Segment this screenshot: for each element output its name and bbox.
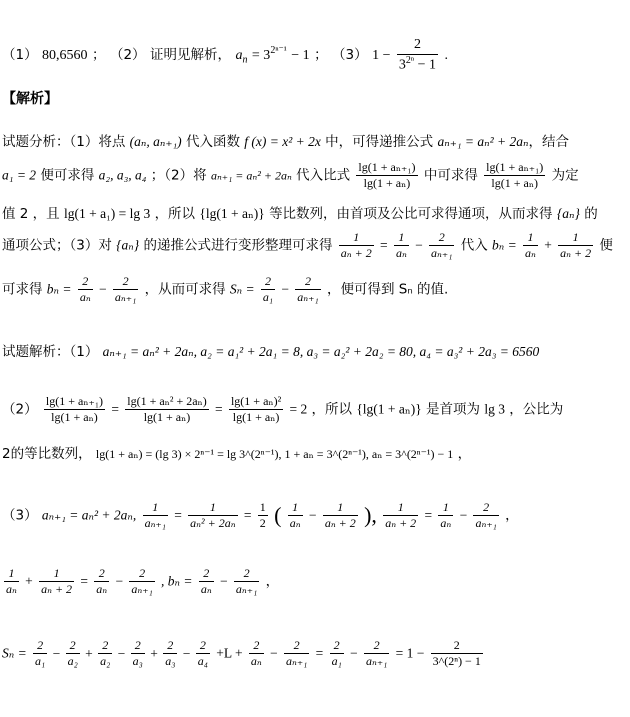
solution-fraction xyxy=(288,500,303,531)
fraction-denominator: a₂ xyxy=(100,654,111,668)
analysis-text: 便 xyxy=(599,237,613,254)
fraction-denominator: aₙ xyxy=(289,516,301,530)
analysis-fraction xyxy=(429,230,454,261)
solution-line-1 xyxy=(2,340,628,360)
analysis-label: 试题分析： xyxy=(2,134,70,150)
operator: − xyxy=(281,281,289,297)
solution-formula: Sₙ = xyxy=(2,645,27,661)
analysis-fraction xyxy=(394,230,409,261)
operator: = xyxy=(243,507,252,523)
analysis-line-3 xyxy=(2,202,628,222)
analysis-text: 通项公式；（3）对 xyxy=(2,237,112,254)
sum-term-fraction xyxy=(131,638,145,669)
fraction-denominator: aₙ + 2 xyxy=(340,246,372,260)
fraction-numerator: 2 xyxy=(364,638,389,654)
analysis-text: （1）将点 xyxy=(69,134,126,150)
fraction-numerator: 2 xyxy=(78,274,93,290)
paren: ( xyxy=(274,502,282,528)
fraction-denominator: 3^(2ⁿ) − 1 xyxy=(432,654,481,668)
fraction-numerator: 2 xyxy=(473,500,498,516)
paren: ), xyxy=(364,502,377,528)
fraction-denominator: aₙ + 2 xyxy=(560,246,592,260)
answer-part2-formula-exp: 2ⁿ⁻¹ xyxy=(270,45,287,57)
solution-line-2 xyxy=(2,394,628,425)
ellipsis: +L + xyxy=(216,645,243,661)
solution-text: ， xyxy=(265,573,280,590)
fraction-denominator: aₙ₊₁ xyxy=(297,290,319,304)
analysis-fraction xyxy=(261,274,275,305)
fraction-numerator: 1 xyxy=(394,230,409,246)
fraction-denominator: aₙ xyxy=(6,582,17,596)
fraction-numerator: 1 xyxy=(438,500,453,516)
operator: − xyxy=(49,645,64,661)
fraction-numerator: 2 xyxy=(295,274,320,290)
fraction-denominator: aₙ₊₁ xyxy=(475,516,497,530)
operator: + xyxy=(544,237,552,253)
operator: − xyxy=(219,573,228,589)
fraction-denominator: aₙ₊₁ xyxy=(114,290,137,304)
fraction-numerator: lg(1 + aₙ₊₁) xyxy=(486,160,544,174)
solution-fraction xyxy=(431,638,483,669)
fraction-numerator: 2 xyxy=(234,566,259,582)
sum-term-fraction xyxy=(98,638,112,669)
analysis-text: 等比数列，由首项及公比可求得通项，从而求得 xyxy=(269,206,553,222)
analysis-formula: {lg(1 + aₙ)} xyxy=(199,206,265,221)
analysis-text: ；（2）将 xyxy=(150,167,207,184)
fraction-numerator: 2 xyxy=(113,274,138,290)
answer-part2-text: 证明见解析， xyxy=(150,46,231,63)
operator: = xyxy=(80,573,88,589)
separator: ； xyxy=(314,46,328,63)
fraction-denominator: aₙ xyxy=(250,654,262,668)
fraction-denominator: lg(1 + aₙ) xyxy=(363,176,411,190)
fraction-denominator: aₙ xyxy=(79,290,91,304)
sum-term-fraction xyxy=(163,638,177,669)
solution-fraction xyxy=(249,638,264,669)
analysis-fraction xyxy=(113,274,138,305)
analysis-text: 的递推公式进行变形整理可求得 xyxy=(143,237,333,254)
solution-fraction xyxy=(383,500,418,531)
fraction-denominator: a₂ xyxy=(67,654,78,668)
fraction-numerator: 2 xyxy=(284,638,309,654)
sum-term-fraction xyxy=(33,638,47,669)
operator: = xyxy=(215,401,223,417)
operator: − xyxy=(350,645,358,661)
operator: = 2 xyxy=(289,401,308,417)
solution-label: 试题解析： xyxy=(2,344,70,360)
solution-text: 2的等比数列， xyxy=(2,446,92,462)
solution-fraction xyxy=(94,566,109,597)
analysis-text: 值 2 ，且 xyxy=(2,206,60,222)
fraction-numerator: 1 xyxy=(188,500,237,516)
fraction-denominator: $3^{2^n} - 1$ xyxy=(398,54,436,73)
analysis-formula: a₁ = 2 xyxy=(2,167,37,183)
fraction-denominator: aₙ₊₁ xyxy=(285,654,308,668)
fraction-numerator: 2 xyxy=(66,638,80,654)
analysis-text: 为定 xyxy=(551,167,579,184)
fraction-denominator: aₙ xyxy=(200,582,212,596)
fraction-numerator: 1 xyxy=(4,566,19,582)
solution-fraction xyxy=(4,566,19,597)
analysis-fraction xyxy=(523,230,538,261)
analysis-text: ，便可得到 Sₙ 的值. xyxy=(326,281,449,298)
analysis-line-4 xyxy=(2,230,628,261)
fraction-numerator: 1 xyxy=(523,230,538,246)
fraction-numerator: 2 xyxy=(94,566,109,582)
operator: − xyxy=(115,573,124,589)
analysis-text: ，结合 xyxy=(528,134,569,150)
fraction-denominator: aₙ² + 2aₙ xyxy=(190,516,236,530)
operator: − xyxy=(179,645,194,661)
fraction-numerator: lg(1 + aₙ)² xyxy=(230,394,282,408)
solution-fraction xyxy=(258,500,268,531)
analysis-text: 中，可得递推公式 xyxy=(325,134,434,150)
fraction-denominator: aₙ xyxy=(395,246,407,260)
solution-text: 是首项为 xyxy=(426,401,481,418)
analysis-text: ，所以 xyxy=(154,206,196,222)
fraction-numerator: 2 xyxy=(199,566,214,582)
fraction-numerator: lg(1 + aₙ² + 2aₙ) xyxy=(127,394,207,408)
solution-line-3 xyxy=(2,500,628,531)
fraction-numerator: 1 xyxy=(39,566,74,582)
fraction-numerator: 2 xyxy=(429,230,454,246)
analysis-line-5 xyxy=(2,274,628,305)
operator: − xyxy=(308,507,317,523)
fraction-numerator: 1 xyxy=(383,500,418,516)
operator: − xyxy=(114,645,129,661)
fraction-denominator: aₙ₊₁ xyxy=(131,582,153,596)
analysis-fraction xyxy=(356,160,417,191)
fraction-numerator: 2 xyxy=(196,638,210,654)
solution-text: ， xyxy=(505,507,519,524)
answer-part1-label: （1） xyxy=(2,46,38,63)
solution-formula: {lg(1 + aₙ)} xyxy=(356,401,422,417)
answer-part1-value: 80,6560 xyxy=(42,47,88,63)
analysis-formula: a₂, a₃, a₄ xyxy=(98,167,147,183)
solution-line-4 xyxy=(2,566,628,597)
separator: ； xyxy=(92,46,106,63)
fraction-numerator: lg(1 + aₙ₊₁) xyxy=(45,394,104,408)
solution-fraction xyxy=(188,500,237,531)
solution-fraction xyxy=(39,566,74,597)
operator: = xyxy=(424,507,433,523)
fraction-numerator: 2 xyxy=(129,566,154,582)
operator: − xyxy=(415,237,423,253)
solution-fraction xyxy=(284,638,309,669)
fraction-numerator: 2 xyxy=(330,638,344,654)
answer-part3-label: （3） xyxy=(332,46,368,63)
analysis-formula: (aₙ, aₙ₊₁) xyxy=(129,134,182,149)
operator: = xyxy=(380,237,388,253)
solution-part-label: （1） xyxy=(69,344,99,360)
answer-part2-label: （2） xyxy=(109,46,146,63)
analysis-text: 的 xyxy=(584,206,598,222)
fraction-numerator: 1 xyxy=(558,230,593,246)
solution-fraction xyxy=(229,394,283,425)
fraction-numerator: 1 xyxy=(143,500,168,516)
analysis-text: 便可求得 xyxy=(40,167,95,184)
fraction-denominator: a₁ xyxy=(262,290,274,304)
solution-part-label: （2） xyxy=(2,401,38,418)
analysis-line-1 xyxy=(2,130,628,150)
operator: + xyxy=(81,645,97,661)
fraction-numerator: 1 xyxy=(259,500,266,514)
fraction-denominator: a₃ xyxy=(165,654,176,668)
operator: − xyxy=(459,507,468,523)
fraction-denominator: aₙ₊₁ xyxy=(144,516,166,530)
analysis-formula: {aₙ} xyxy=(116,237,140,253)
analysis-text: 可求得 xyxy=(2,281,43,298)
solution-formula: aₙ₊₁ = aₙ² + 2aₙ, xyxy=(41,507,137,523)
sum-term-fraction xyxy=(66,638,80,669)
solution-fraction xyxy=(125,394,209,425)
period: . xyxy=(444,47,448,63)
fraction-denominator: aₙ₊₁ xyxy=(431,246,453,260)
solution-fraction xyxy=(438,500,453,531)
fraction-denominator: lg(1 + aₙ) xyxy=(143,410,191,424)
operator: = xyxy=(111,401,119,417)
operator: + xyxy=(146,645,162,661)
fraction-denominator: aₙ xyxy=(440,516,452,530)
fraction-numerator: 2 xyxy=(261,274,275,290)
solution-fraction xyxy=(330,638,344,669)
analysis-text: 代入函数 xyxy=(185,134,240,150)
answer-part2-formula-eq: = 3 xyxy=(251,47,271,63)
solution-text: ， xyxy=(457,446,472,462)
solution-text: ，所以 xyxy=(311,401,353,418)
solution-formula: lg(1 + aₙ) = (lg 3) × 2ⁿ⁻¹ = lg 3^(2ⁿ⁻¹), 1 + aₙ = 3^(2ⁿ⁻¹), aₙ = 3^(2ⁿ⁻¹) − 1 xyxy=(95,447,454,461)
answer-line: （1） 80,6560 ； （2） 证明见解析， $a_n = 3^{2^{n-1}} - 1$ ； （3） 1 − $\frac{2}{3^{2^n} - 1}$ . xyxy=(2,37,448,73)
fraction-numerator: lg(1 + aₙ₊₁) xyxy=(358,160,416,174)
sum-term-fraction xyxy=(196,638,210,669)
operator: − xyxy=(270,645,278,661)
solution-part-label: （3） xyxy=(2,507,38,524)
analysis-fraction xyxy=(78,274,93,305)
solution-line-5 xyxy=(2,638,628,669)
analysis-text: ，从而可求得 xyxy=(144,281,226,298)
analysis-text: 中可求得 xyxy=(423,167,478,184)
solution-fraction xyxy=(129,566,154,597)
fraction-denominator: aₙ + 2 xyxy=(41,582,73,596)
fraction-denominator: lg(1 + aₙ) xyxy=(491,176,539,190)
section-title: 【解析】 xyxy=(2,91,58,107)
operator: = xyxy=(174,507,182,523)
fraction-numerator: 1 xyxy=(288,500,303,516)
fraction-denominator: aₙ xyxy=(525,246,536,260)
solution-fraction xyxy=(143,500,168,531)
analysis-formula: {aₙ} xyxy=(556,206,580,221)
analysis-formula: bₙ = xyxy=(492,237,517,253)
solution-text: ，公比为 xyxy=(509,401,564,418)
solution-formula: lg 3 xyxy=(484,401,505,417)
analysis-line-2 xyxy=(2,160,628,191)
sum-terms xyxy=(31,638,212,668)
fraction-denominator: lg(1 + aₙ) xyxy=(232,410,280,424)
analysis-text: 代入 xyxy=(460,237,488,254)
solution-formula: aₙ₊₁ = aₙ² + 2aₙ, a₂ = a₁² + 2a₁ = 8, a₃ = a₂² + 2a₂ = 80, a₄ = a₃² + 2a₃ = 6560 xyxy=(102,344,540,359)
fraction-numerator: 2 xyxy=(33,638,47,654)
fraction-denominator: a₃ xyxy=(132,654,143,668)
fraction-denominator: aₙ xyxy=(96,582,108,596)
operator: = 1 − xyxy=(395,645,425,661)
analysis-fraction xyxy=(558,230,593,261)
operator: + xyxy=(25,573,33,589)
answer-part3-fraction xyxy=(397,36,438,74)
fraction-denominator: aₙ₊₁ xyxy=(365,654,388,668)
answer-part2-formula-var: a xyxy=(235,47,243,63)
analysis-formula: lg(1 + a₁) = lg 3 xyxy=(63,206,151,221)
solution-fraction xyxy=(234,566,259,597)
solution-fraction xyxy=(44,394,105,425)
solution-line-2b xyxy=(2,442,628,462)
analysis-formula: aₙ₊₁ = aₙ² + 2aₙ xyxy=(210,168,292,183)
fraction-numerator: 2 xyxy=(249,638,264,654)
analysis-fraction xyxy=(339,230,374,261)
fraction-denominator: aₙ₊₁ xyxy=(235,582,258,596)
fraction-numerator: 1 xyxy=(339,230,374,246)
answer-part2-formula-tail: − 1 xyxy=(291,47,310,63)
fraction-denominator: aₙ + 2 xyxy=(324,516,356,530)
solution-fraction xyxy=(473,500,498,531)
answer-part3-one: 1 − xyxy=(372,47,391,63)
analysis-fraction xyxy=(295,274,320,305)
analysis-fraction xyxy=(484,160,545,191)
operator: − xyxy=(98,281,107,297)
fraction-numerator: 2 xyxy=(131,638,145,654)
fraction-numerator: 1 xyxy=(323,500,358,516)
fraction-denominator: a₁ xyxy=(331,654,342,668)
fraction-numerator: 2 xyxy=(397,36,438,55)
fraction-denominator: aₙ + 2 xyxy=(385,516,417,530)
analysis-formula: aₙ₊₁ = aₙ² + 2aₙ xyxy=(437,134,529,149)
analysis-formula: Sₙ = xyxy=(229,281,255,297)
fraction-numerator: 2 xyxy=(431,638,483,654)
operator: = xyxy=(315,645,324,661)
fraction-denominator: a₁ xyxy=(35,654,46,668)
solution-fraction xyxy=(199,566,214,597)
solution-formula: , bₙ = xyxy=(161,573,193,589)
fraction-numerator: 2 xyxy=(98,638,112,654)
analysis-text: 代入比式 xyxy=(296,167,351,184)
solution-fraction xyxy=(323,500,358,531)
fraction-numerator: 2 xyxy=(163,638,177,654)
fraction-denominator: 2 xyxy=(259,516,266,530)
analysis-formula: bₙ = xyxy=(46,281,72,297)
analysis-formula: f (x) = x² + 2x xyxy=(244,134,321,149)
fraction-denominator: lg(1 + aₙ) xyxy=(51,410,98,424)
fraction-denominator: a₄ xyxy=(197,654,208,668)
solution-fraction xyxy=(364,638,389,669)
